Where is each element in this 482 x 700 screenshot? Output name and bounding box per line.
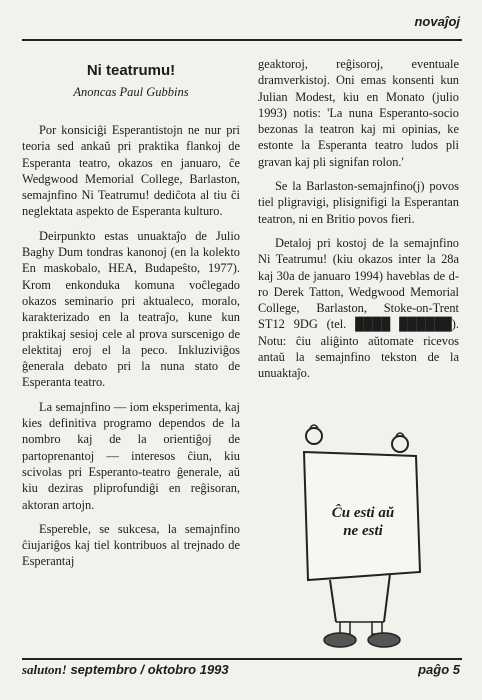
paragraph: geaktoroj, reĝisoroj, eventuale dramverkistoj. Oni emas konsenti kun Julian Modest, kiu en Monato (julio 1993) notis: 'La nuna Esperanto-socio bezonas la teatron kaj mi opinias, ke estonte la Esperanta teatro ludos pli gravan kaj pli signifan rolon.' xyxy=(258,57,459,169)
article-title: Ni teatrumu! xyxy=(86,62,176,79)
header-rule xyxy=(22,39,462,41)
section-label: novaĵoj xyxy=(414,14,460,29)
article-byline: Anoncas Paul Gubbins xyxy=(73,85,189,99)
paragraph: La semajnfino — iom eksperimenta, kaj kies definitiva programo dependos de la nombro kaj de la orientiĝoj de partoprenantoj — interesos ĉiun, kiu scivolas pri Esperanto-teatro ĝenerale, aŭ kiu deziras pliprofundiĝi en reĝisoran, aktoran artojn. xyxy=(22,399,240,512)
left-column xyxy=(22,56,240,578)
footer-rule xyxy=(22,658,462,660)
right-column xyxy=(258,56,459,390)
magazine-name: saluton! xyxy=(22,662,67,677)
paragraph: Deirpunkto estas unuaktaĵo de Julio Baghy Dum tondras kanonoj (en la kolekto En maskobalo, HEA, Budapeŝto, 1977). Krom enkonduka komuna voĉlegado okazos seminario pri aktualeco, moralo, karakterizado en la teatraĵo, kune kun praktikaj sesioj cele al prova surscenigo de elektitaj eroj el la peco. Inkluziviĝos ĝenerala debato pri la nuna stato de Esperanta teatro. xyxy=(22,228,240,390)
paragraph: Detaloj pri kostoj de la semajnfino Ni Teatrumu! (kiu okazos inter la 28a kaj 30a de januaro 1994) haveblas de d-ro Derek Tatton, Wedgwood Memorial College, Barlaston, Stoke-on-Trent ST12 9DG (tel. ████ ██████). Notu: ĉiu aliĝinto aŭtomate ricevos antaŭ la semajnfino tekston de la unuaktaĵo. xyxy=(258,235,459,381)
paragraph: Se la Barlaston-semajnfino(j) povos tiel pligravigi, plisignifigi la Esperantan teatron, ni en Britio povos fieri. xyxy=(258,179,459,226)
sign-text xyxy=(308,504,418,540)
sign-line: Ĉu esti aŭ xyxy=(331,505,395,521)
sign-illustration xyxy=(300,422,440,654)
paragraph: Espereble, se sukcesa, la semajnfino ĉiujariĝos kaj tiel kontribuos al trejnado de Esperantaj xyxy=(22,521,240,569)
footer-issue xyxy=(22,662,229,678)
issue-date: septembro / oktobro 1993 xyxy=(70,662,229,677)
paragraph: Por konsiciĝi Esperantistojn ne nur pri teoria sed ankaŭ pri praktika flankoj de Esperanta teatro, okazos en januaro, ĉe Wedgwood Memorial College, Barlaston, semajnfino Ni Teatrumu! dediĉota al tiu ĉi neglektata aspekto de Esperanta kulturo. xyxy=(22,123,240,219)
sign-line: ne esti xyxy=(343,523,383,539)
page-number: paĝo 5 xyxy=(418,662,460,677)
